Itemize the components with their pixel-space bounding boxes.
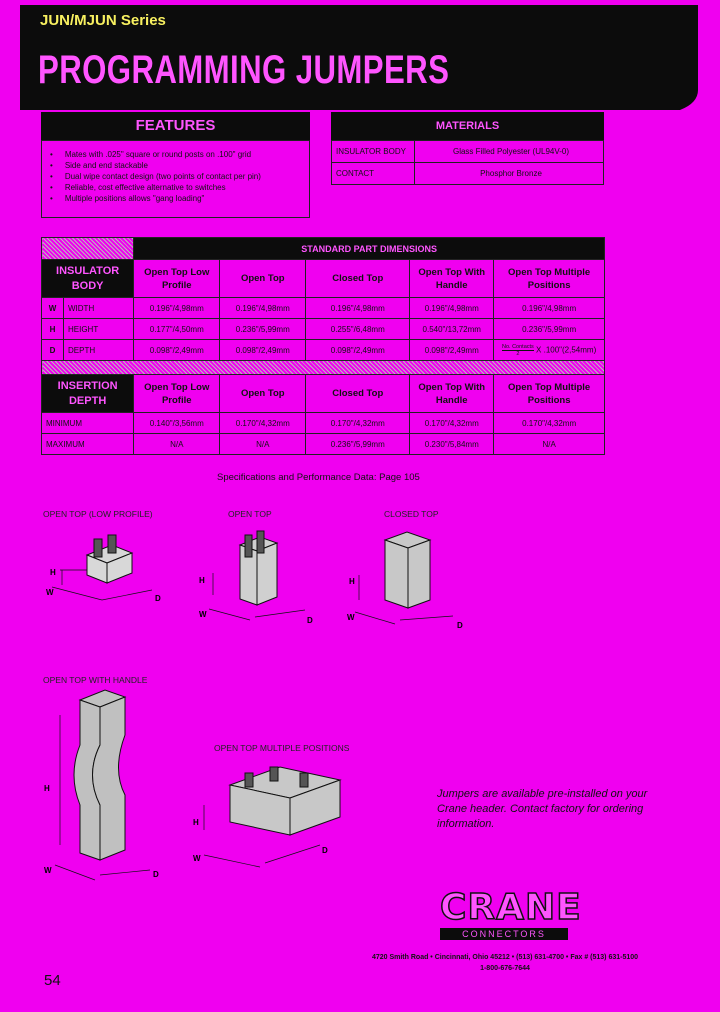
col-header: Open Top Low Profile xyxy=(134,260,220,298)
insertion-value: N/A xyxy=(220,434,306,455)
insertion-row xyxy=(42,434,605,455)
dim-value: 0.196"/4,98mm xyxy=(410,298,494,319)
dim-value: X .100"(2,54mm) xyxy=(536,345,597,355)
features-heading: FEATURES xyxy=(41,112,310,140)
materials-row xyxy=(332,141,604,163)
feature-item: • Reliable, cost effective alternative to switches xyxy=(50,182,309,193)
material-part: INSULATOR BODY xyxy=(332,141,415,163)
dim-value: 0.540"/13,72mm xyxy=(410,319,494,340)
dot-divider xyxy=(42,361,605,375)
closed-top-jumper-diagram xyxy=(345,520,475,630)
col-header: Open Top xyxy=(220,375,306,413)
w-label: W xyxy=(44,866,52,875)
dim-value: 0.196"/4,98mm xyxy=(220,298,306,319)
insertion-row xyxy=(42,413,605,434)
insertion-value: N/A xyxy=(494,434,605,455)
insertion-value: 0.230"/5,84mm xyxy=(410,434,494,455)
insertion-value: 0.170"/4,32mm xyxy=(410,413,494,434)
d-label: D xyxy=(457,621,463,630)
dim-value: 0.196"/4,98mm xyxy=(306,298,410,319)
materials-table xyxy=(331,140,604,185)
insertion-label: MINIMUM xyxy=(42,413,134,434)
feature-item: • Dual wipe contact design (two points of contact per pin) xyxy=(50,171,309,182)
col-header: Open Top With Handle xyxy=(410,260,494,298)
feature-item: • Side and end stackable xyxy=(50,160,309,171)
dim-value: 0.236"/5,99mm xyxy=(494,319,605,340)
dimension-row xyxy=(42,340,605,361)
company-phone: 1-800-676-7644 xyxy=(480,965,530,972)
spec-reference: Specifications and Performance Data: Page 105 xyxy=(217,472,420,483)
materials-row xyxy=(332,163,604,185)
logo-name: CRANE xyxy=(440,887,582,928)
logo-subtitle: CONNECTORS xyxy=(440,928,568,940)
page-title: PROGRAMMING JUMPERS xyxy=(38,48,450,92)
dimensions-heading: STANDARD PART DIMENSIONS xyxy=(134,238,605,260)
materials-heading: MATERIALS xyxy=(331,112,604,140)
diagram-title: OPEN TOP MULTIPLE POSITIONS xyxy=(214,743,350,753)
w-label: W xyxy=(193,854,201,863)
dim-value: 0.196"/4,98mm xyxy=(134,298,220,319)
col-header: Open Top Low Profile xyxy=(134,375,220,413)
dim-label: WIDTH xyxy=(64,298,134,319)
low-profile-jumper-diagram xyxy=(42,525,172,615)
crane-logo xyxy=(440,887,582,946)
dimensions-table xyxy=(41,237,605,455)
h-label: H xyxy=(199,576,205,585)
insertion-value: 0.140"/3,56mm xyxy=(134,413,220,434)
diagram-title: OPEN TOP (LOW PROFILE) xyxy=(43,509,153,519)
handle-jumper-diagram xyxy=(40,685,170,885)
dimension-row xyxy=(42,319,605,340)
col-header: Open Top Multiple Positions xyxy=(494,260,605,298)
col-header: Open Top xyxy=(220,260,306,298)
w-label: W xyxy=(199,610,207,619)
diagram-title: OPEN TOP WITH HANDLE xyxy=(43,675,148,685)
dim-value: 0.098"/2,49mm xyxy=(306,340,410,361)
insertion-value: 0.236"/5,99mm xyxy=(306,434,410,455)
series-label: JUN/MJUN Series xyxy=(40,12,166,29)
dim-value: 0.236"/5,99mm xyxy=(220,319,306,340)
dim-value: 0.098"/2,49mm xyxy=(220,340,306,361)
fraction-denominator: 2 xyxy=(516,350,520,357)
open-top-jumper-diagram xyxy=(195,525,325,625)
diagram-title: OPEN TOP xyxy=(228,509,272,519)
dot-fill xyxy=(42,238,134,260)
feature-item: • Mates with .025" square or round posts on .100" grid xyxy=(50,149,309,160)
d-label: D xyxy=(307,616,313,625)
insulator-body-label: INSULATOR BODY xyxy=(42,260,134,298)
h-label: H xyxy=(50,568,56,577)
insertion-value: 0.170"/4,32mm xyxy=(494,413,605,434)
dim-value: 0.098"/2,49mm xyxy=(134,340,220,361)
material-part: CONTACT xyxy=(332,163,415,185)
h-label: H xyxy=(349,577,355,586)
fraction-numerator: No. Contacts xyxy=(502,343,534,350)
dim-label: DEPTH xyxy=(64,340,134,361)
h-label: H xyxy=(44,784,50,793)
d-label: D xyxy=(155,594,161,603)
diagram-title: CLOSED TOP xyxy=(384,509,439,519)
insertion-value: 0.170"/4,32mm xyxy=(306,413,410,434)
h-label: H xyxy=(193,818,199,827)
multi-position-jumper-diagram xyxy=(190,755,370,875)
dim-key: H xyxy=(42,319,64,340)
d-label: D xyxy=(322,846,328,855)
fraction xyxy=(502,344,534,357)
company-address: 4720 Smith Road • Cincinnati, Ohio 45212 • (513) 631-4700 • Fax # (513) 631-5100 xyxy=(371,954,639,961)
material-value: Phosphor Bronze xyxy=(415,163,604,185)
w-label: W xyxy=(46,588,54,597)
dim-key: D xyxy=(42,340,64,361)
insertion-label: MAXIMUM xyxy=(42,434,134,455)
insertion-value: N/A xyxy=(134,434,220,455)
w-label: W xyxy=(347,613,355,622)
col-header: Closed Top xyxy=(306,260,410,298)
dim-value-multi xyxy=(494,340,605,361)
features-box xyxy=(41,140,310,218)
insertion-value: 0.170"/4,32mm xyxy=(220,413,306,434)
dimension-row xyxy=(42,298,605,319)
dim-value: 0.098"/2,49mm xyxy=(410,340,494,361)
d-label: D xyxy=(153,870,159,879)
dim-key: W xyxy=(42,298,64,319)
preinstalled-note: Jumpers are available pre-installed on your Crane header. Contact factory for ordering information. xyxy=(437,788,648,830)
col-header: Open Top With Handle xyxy=(410,375,494,413)
dim-label: HEIGHT xyxy=(64,319,134,340)
insertion-depth-label: INSERTION DEPTH xyxy=(42,375,134,413)
features-list xyxy=(42,141,309,204)
dim-value: 0.196"/4,98mm xyxy=(494,298,605,319)
page-number: 54 xyxy=(44,972,61,989)
feature-item: • Multiple positions allows "gang loading" xyxy=(50,193,309,204)
material-value: Glass Filled Polyester (UL94V-0) xyxy=(415,141,604,163)
col-header: Closed Top xyxy=(306,375,410,413)
dim-value: 0.177"/4,50mm xyxy=(134,319,220,340)
col-header: Open Top Multiple Positions xyxy=(494,375,605,413)
dim-value: 0.255"/6,48mm xyxy=(306,319,410,340)
